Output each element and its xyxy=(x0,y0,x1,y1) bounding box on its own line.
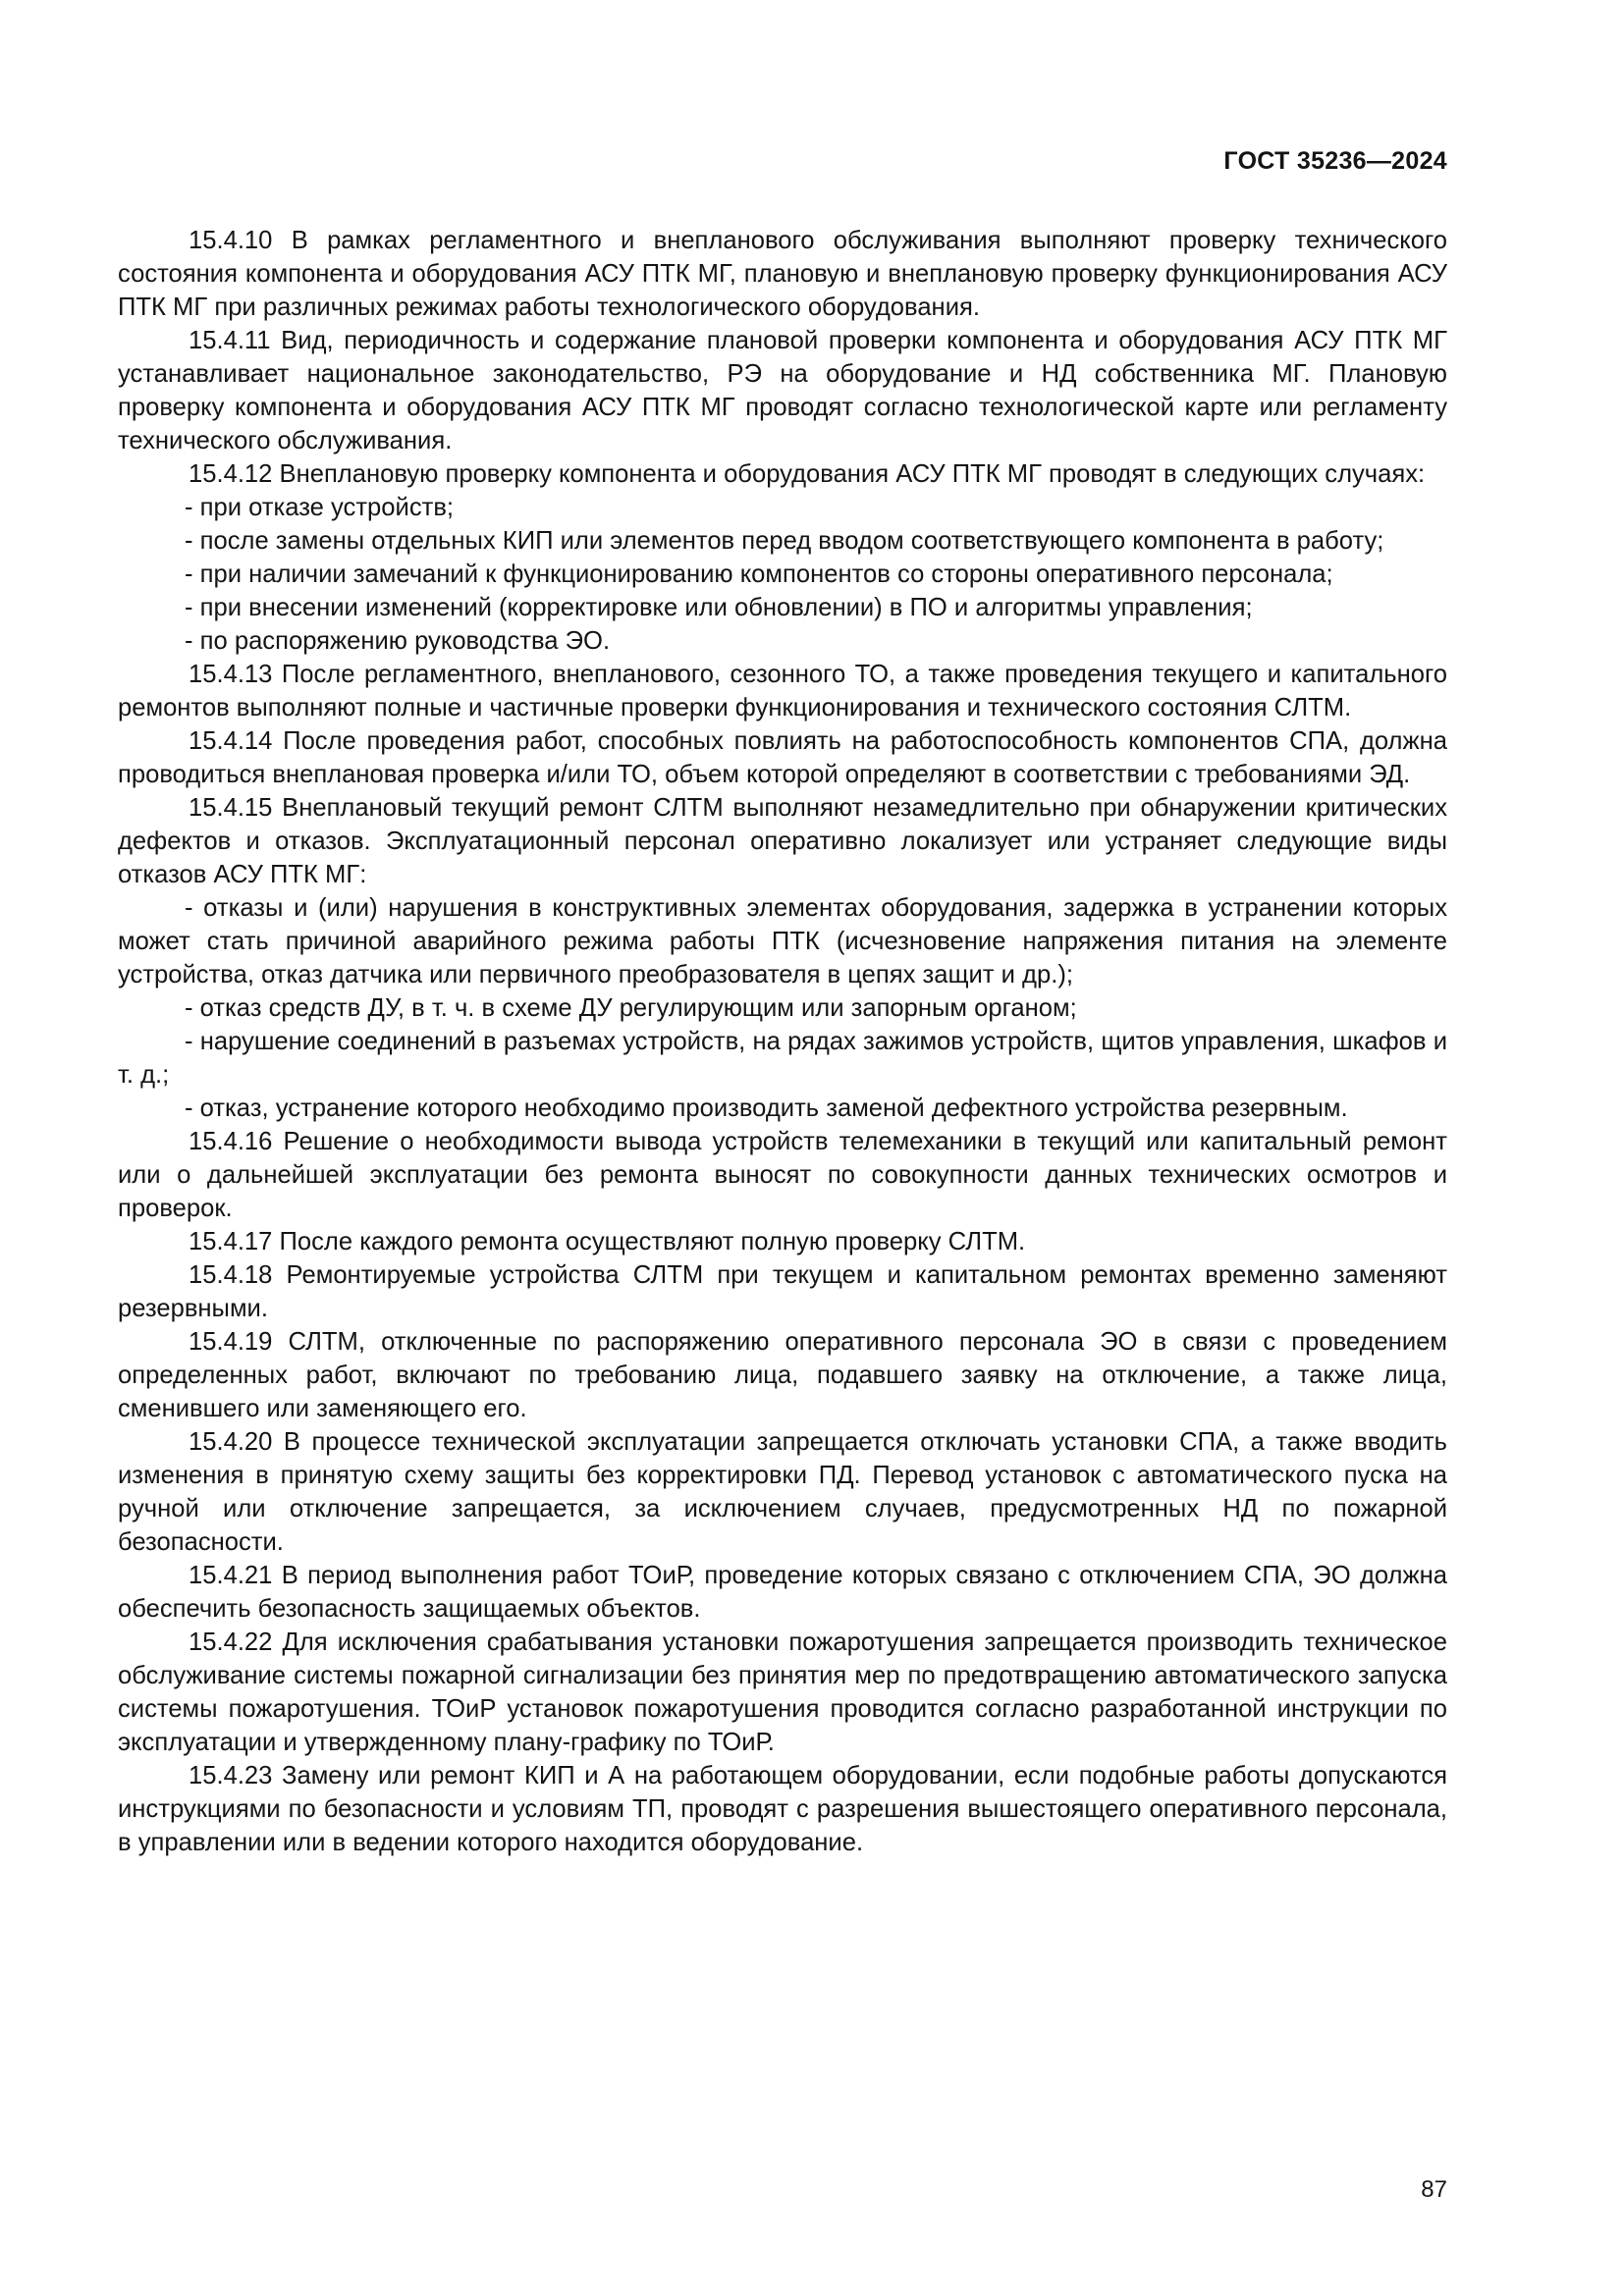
list-item: - отказы и (или) нарушения в конструктивных элементах оборудования, задержка в устранении которых может стать причиной аварийного режима работы ПТК (исчезновение напряжения питания на элементе устройства, отказ датчика или первичного преобразователя в цепях защит и др.); xyxy=(118,894,1447,988)
list-item: - нарушение соединений в разъемах устройств, на рядах зажимов устройств, щитов управления, шкафов и т. д.; xyxy=(118,1028,1447,1089)
paragraph-15-4-21: 15.4.21 В период выполнения работ ТОиР, проведение которых связано с отключением СПА, ЭО должна обеспечить безопасность защищаемых объектов. xyxy=(118,1562,1447,1623)
paragraph-15-4-13: 15.4.13 После регламентного, внепланового, сезонного ТО, а также проведения текущего и капитального ремонтов выполняют полные и частичные проверки функционирования и технического состояния СЛТМ. xyxy=(118,661,1447,721)
page-number: 87 xyxy=(1421,2176,1447,2203)
paragraph-15-4-12: 15.4.12 Внеплановую проверку компонента и оборудования АСУ ПТК МГ проводят в следующих случаях: xyxy=(189,460,1426,488)
list-item: - отказ средств ДУ, в т. ч. в схеме ДУ регулирующим или запорным органом; xyxy=(185,994,1077,1022)
list-item: - при отказе устройств; xyxy=(185,494,455,521)
paragraph-15-4-23: 15.4.23 Замену или ремонт КИП и А на работающем оборудовании, если подобные работы допускаются инструкциями по безопасности и условиям ТП, проводят с разрешения вышестоящего оперативного персонала, в управлении или в ведении которого находится оборудование. xyxy=(118,1762,1447,1856)
list-item: - при наличии замечаний к функционированию компонентов со стороны оперативного персонала; xyxy=(185,561,1333,588)
list-item: - при внесении изменений (корректировке или обновлении) в ПО и алгоритмы управления; xyxy=(185,594,1253,621)
paragraph-15-4-22: 15.4.22 Для исключения срабатывания установки пожаротушения запрещается производить техническое обслуживание системы пожарной сигнализации без принятия мер по предотвращению автоматического запуска системы пожаротушения. ТОиР установок пожаротушения проводится согласно разработанной инструкции по эксплуатации и утвержденному плану-графику по ТОиР. xyxy=(118,1629,1447,1756)
paragraph-15-4-17: 15.4.17 После каждого ремонта осуществляют полную проверку СЛТМ. xyxy=(189,1228,1026,1255)
list-item: - после замены отдельных КИП или элементов перед вводом соответствующего компонента в работу; xyxy=(185,527,1384,555)
list-item: - отказ, устранение которого необходимо производить заменой дефектного устройства резервным. xyxy=(185,1095,1348,1122)
paragraph-15-4-14: 15.4.14 После проведения работ, способных повлиять на работоспособность компонентов СПА, должна проводиться внеплановая проверка и/или ТО, объем которой определяют в соответствии с требованиями ЭД. xyxy=(118,727,1447,788)
paragraph-15-4-18: 15.4.18 Ремонтируемые устройства СЛТМ при текущем и капитальном ремонтах временно заменяют резервными. xyxy=(118,1261,1447,1322)
document-body xyxy=(118,224,1447,1859)
paragraph-15-4-11: 15.4.11 Вид, периодичность и содержание плановой проверки компонента и оборудования АСУ ПТК МГ устанавливает национальное законодательство, РЭ на оборудование и НД собственника МГ. Плановую проверку компонента и оборудования АСУ ПТК МГ проводят согласно технологической карте или регламенту технического обслуживания. xyxy=(118,327,1447,454)
paragraph-15-4-10: 15.4.10 В рамках регламентного и внепланового обслуживания выполняют проверку технического состояния компонента и оборудования АСУ ПТК МГ, плановую и внеплановую проверку функционирования АСУ ПТК МГ при различных режимах работы технологического оборудования. xyxy=(118,227,1447,321)
paragraph-15-4-16: 15.4.16 Решение о необходимости вывода устройств телемеханики в текущий или капитальный ремонт или о дальнейшей эксплуатации без ремонта выносят по совокупности данных технических осмотров и проверок. xyxy=(118,1128,1447,1222)
paragraph-15-4-20: 15.4.20 В процессе технической эксплуатации запрещается отключать установки СПА, а также вводить изменения в принятую схему защиты без корректировки ПД. Перевод установок с автоматического пуска на ручной или отключение запрещается, за исключением случаев, предусмотренных НД по пожарной безопасности. xyxy=(118,1428,1447,1556)
paragraph-15-4-15: 15.4.15 Внеплановый текущий ремонт СЛТМ выполняют незамедлительно при обнаружении критических дефектов и отказов. Эксплуатационный персонал оперативно локализует или устраняет следующие виды отказов АСУ ПТК МГ: xyxy=(118,794,1447,888)
paragraph-15-4-19: 15.4.19 СЛТМ, отключенные по распоряжению оперативного персонала ЭО в связи с проведением определенных работ, включают по требованию лица, подавшего заявку на отключение, а также лица, сменившего или заменяющего его. xyxy=(118,1328,1447,1422)
list-item: - по распоряжению руководства ЭО. xyxy=(185,627,611,655)
standard-header: ГОСТ 35236—2024 xyxy=(1223,147,1447,175)
